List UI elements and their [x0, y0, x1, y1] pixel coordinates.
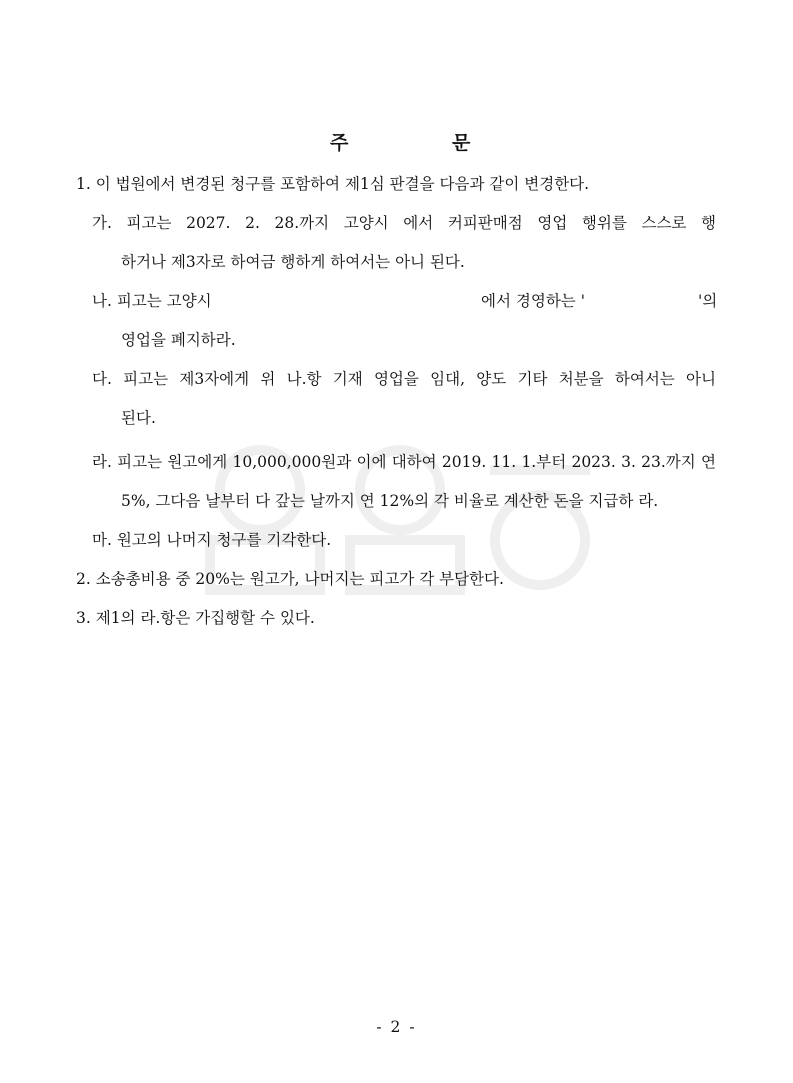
page-number: - 2 - [376, 1018, 417, 1036]
order-item-1-ga-text: 가. 피고는 2027. 2. 28.까지 고양시 에서 커피판매점 영업 행위를 스스로 행 [92, 214, 716, 232]
order-item-1-na [92, 290, 716, 312]
order-item-1 [76, 173, 589, 195]
order-item-1-ga [92, 212, 716, 234]
title-char-1: 주 [330, 132, 349, 154]
order-item-2 [76, 568, 504, 590]
order-item-1-ga-cont-text: 하거나 제3자로 하여금 행하게 하여서는 아니 된다. [121, 253, 465, 271]
order-item-1-da [92, 368, 716, 390]
order-item-1-ga-cont [121, 251, 465, 273]
order-item-1-ra [92, 451, 716, 473]
title-char-2: 문 [452, 132, 471, 154]
order-item-1-na-part1: 나. 피고는 고양시 [92, 292, 212, 310]
order-item-1-da-cont-text: 된다. [121, 409, 156, 427]
order-item-2-text: 2. 소송총비용 중 20%는 원고가, 나머지는 피고가 각 부담한다. [76, 570, 504, 588]
order-item-3-text: 3. 제1의 라.항은 가집행할 수 있다. [76, 609, 315, 627]
order-item-1-ma-text: 마. 원고의 나머지 청구를 기각한다. [92, 531, 332, 549]
order-item-1-da-cont [121, 407, 156, 429]
order-item-1-na-part3: '의 [698, 292, 718, 310]
order-item-1-na-cont-text: 영업을 폐지하라. [121, 331, 236, 349]
order-item-1-ma [92, 529, 331, 551]
order-item-1-text: 1. 이 법원에서 변경된 청구를 포함하여 제1심 판결을 다음과 같이 변경한다. [76, 175, 590, 193]
order-item-1-ra-text: 라. 피고는 원고에게 10,000,000원과 이에 대하여 2019. 11. 1.부터 2023. 3. 23.까지 연 [92, 453, 716, 471]
order-item-3 [76, 607, 315, 629]
order-item-1-na-cont [121, 329, 236, 351]
order-item-1-da-text: 다. 피고는 제3자에게 위 나.항 기재 영업을 임대, 양도 기타 처분을 하여서는 아니 [92, 370, 716, 388]
order-item-1-ra-cont [121, 490, 658, 512]
section-title [0, 128, 793, 156]
order-item-1-na-part2: 에서 경영하는 ' [481, 292, 585, 310]
order-item-1-ra-cont-text: 5%, 그다음 날부터 다 갚는 날까지 연 12%의 각 비율로 계산한 돈을 지급하 라. [121, 492, 659, 510]
